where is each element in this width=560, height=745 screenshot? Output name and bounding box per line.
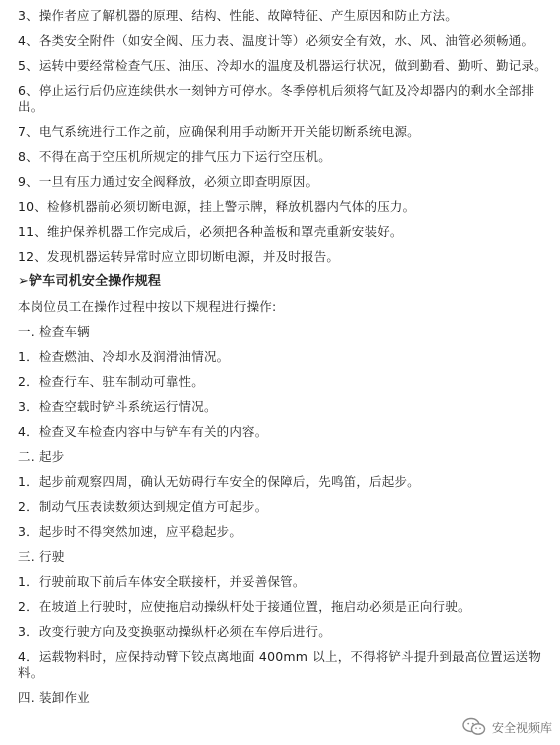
list-item: 1．起步前观察四周，确认无妨碍行车安全的保障后，先鸣笛，后起步。 xyxy=(18,474,420,489)
subsection-heading: 四. 装卸作业 xyxy=(18,690,90,705)
list-item: 7、电气系统进行工作之前，应确保利用手动断开开关能切断系统电源。 xyxy=(18,124,420,139)
section-heading: ➢铲车司机安全操作规程 xyxy=(18,274,162,289)
watermark-text: 安全视频库 xyxy=(491,720,552,735)
intro-text: 本岗位员工在操作过程中按以下规程进行操作: xyxy=(18,299,277,314)
document-body xyxy=(18,8,548,715)
list-item: 3、操作者应了解机器的原理、结构、性能、故障特征、产生原因和防止方法。 xyxy=(18,8,458,23)
list-item: 3．检查空载时铲斗系统运行情况。 xyxy=(18,399,217,414)
list-item: 4．检查叉车检查内容中与铲车有关的内容。 xyxy=(18,424,268,439)
subsection-heading: 一. 检查车辆 xyxy=(18,324,90,339)
subsection-heading: 二. 起步 xyxy=(18,449,65,464)
list-item: 1．行驶前取下前后车体安全联接杆，并妥善保管。 xyxy=(18,574,306,589)
list-item: 10、检修机器前必须切断电源，挂上警示牌，释放机器内气体的压力。 xyxy=(18,199,416,214)
list-item: 2．检查行车、驻车制动可靠性。 xyxy=(18,374,204,389)
list-item: 9、一旦有压力通过安全阀释放，必须立即查明原因。 xyxy=(18,174,319,189)
list-item: 11、维护保养机器工作完成后，必须把各种盖板和罩壳重新安装好。 xyxy=(18,224,403,239)
list-item: 3．起步时不得突然加速，应平稳起步。 xyxy=(18,524,243,539)
list-item: 2．在坡道上行驶时，应使拖启动操纵杆处于接通位置，拖启动必须是正向行驶。 xyxy=(18,599,471,614)
list-item: 2．制动气压表读数须达到规定值方可起步。 xyxy=(18,499,268,514)
list-item: 12、发现机器运转异常时应立即切断电源，并及时报告。 xyxy=(18,249,340,264)
list-item: 1．检查燃油、冷却水及润滑油情况。 xyxy=(18,349,230,364)
subsection-heading: 三. 行驶 xyxy=(18,549,65,564)
list-item: 3．改变行驶方向及变换驱动操纵杆必须在车停后进行。 xyxy=(18,624,331,639)
list-item: 8、不得在高于空压机所规定的排气压力下运行空压机。 xyxy=(18,149,331,164)
list-item: 6、停止运行后仍应连续供水一刻钟方可停水。冬季停机后须将气缸及冷却器内的剩水全部排出。 xyxy=(18,83,535,114)
wechat-icon xyxy=(462,717,486,737)
list-item: 5、运转中要经常检查气压、油压、冷却水的温度及机器运行状况，做到勤看、勤听、勤记录。 xyxy=(18,58,547,73)
watermark xyxy=(462,717,552,737)
list-item: 4、各类安全附件（如安全阀、压力表、温度计等）必须安全有效，水、风、油管必须畅通。 xyxy=(18,33,535,48)
list-item: 4．运载物料时，应保持动臂下铰点离地面 400mm 以上，不得将铲斗提升到最高位置运送物料。 xyxy=(18,649,541,680)
